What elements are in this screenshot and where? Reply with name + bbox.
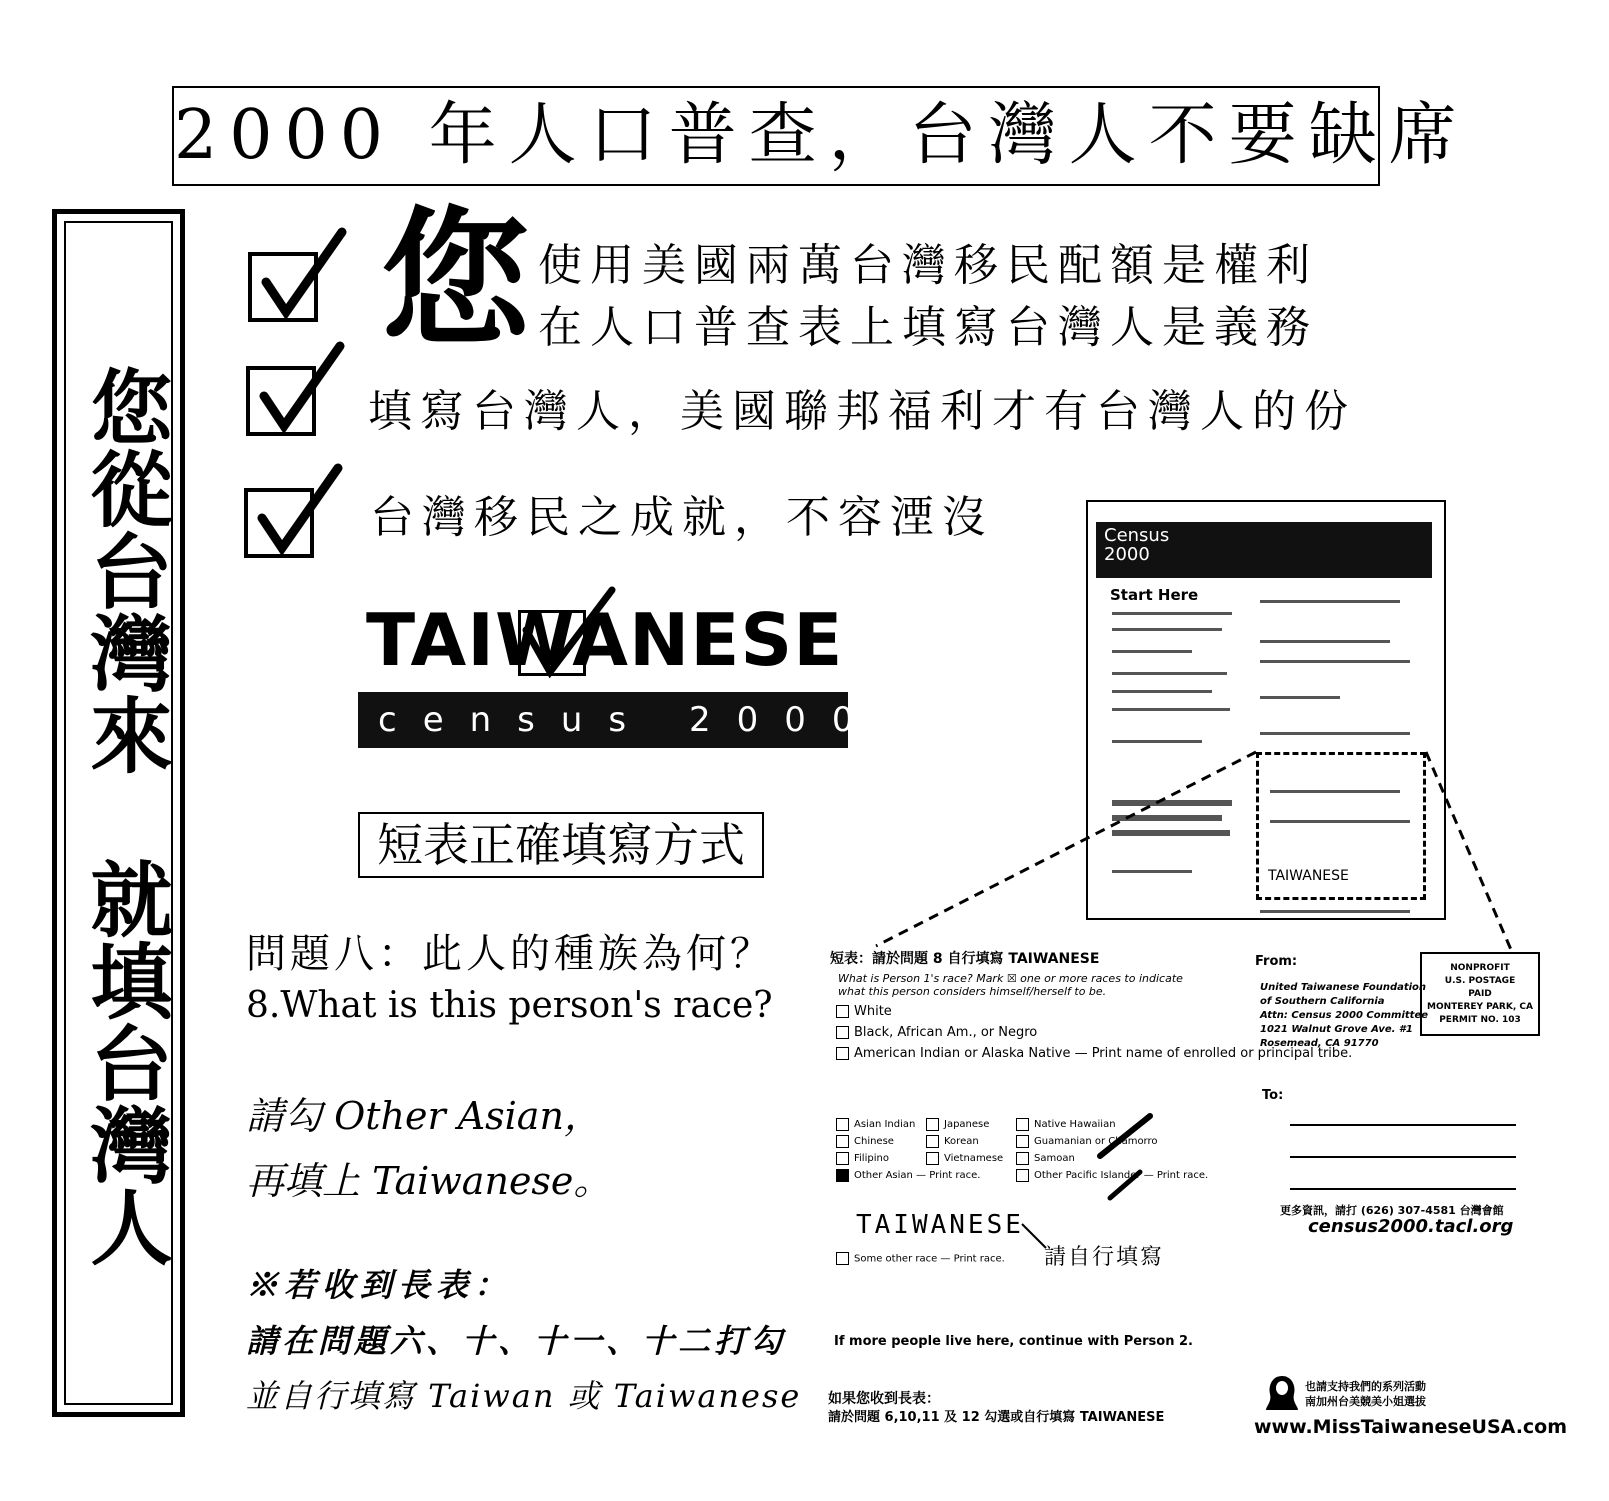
point-line-4: 台灣移民之成就，不容湮沒: [370, 492, 994, 543]
race-option[interactable]: Asian Indian: [836, 1116, 980, 1133]
checkbox-3-icon: [244, 488, 314, 558]
checkbox-icon[interactable]: [1016, 1135, 1029, 1148]
checkbox-icon[interactable]: [836, 1026, 849, 1039]
postage-line: MONTEREY PARK, CA: [1427, 1002, 1533, 1012]
zoom-taiwanese-label: TAIWANESE: [1268, 868, 1349, 884]
from-line: of Southern California: [1260, 996, 1385, 1007]
some-other-race-option[interactable]: Some other race — Print race.: [836, 1252, 1005, 1265]
logo-check-mark-icon: [520, 586, 620, 686]
race-option[interactable]: Samoan: [1016, 1150, 1208, 1167]
checkbox-icon[interactable]: [836, 1252, 849, 1265]
census-2000-bar: census 2000: [358, 692, 848, 748]
to-label: To:: [1262, 1088, 1284, 1103]
race-question: What is Person 1's race? Mark ☒ one or more races to indicate what this person considers himself/herself to be.: [838, 972, 1183, 998]
checkbox-icon[interactable]: [1016, 1118, 1029, 1131]
race-option[interactable]: Filipino: [836, 1150, 980, 1167]
from-line: Rosemead, CA 91770: [1260, 1038, 1379, 1049]
postage-stamp: [1420, 952, 1540, 1036]
pageant-url[interactable]: www.MissTaiwaneseUSA.com: [1254, 1416, 1568, 1438]
self-fill-note: 請自行填寫: [1044, 1245, 1165, 1270]
page-title: 2000 年人口普查，台灣人不要缺席: [174, 96, 1469, 175]
checkbox-2-icon: [246, 366, 316, 436]
checkbox-icon[interactable]: [836, 1047, 849, 1060]
long-form-heading: 如果您收到長表：: [828, 1391, 940, 1407]
long-form-note-heading: ※若收到長表：: [246, 1266, 513, 1304]
postage-line: PERMIT NO. 103: [1439, 1015, 1521, 1025]
checkbox-icon[interactable]: [926, 1118, 939, 1131]
race-option[interactable]: Guamanian or Chamorro: [1016, 1133, 1208, 1150]
more-people-note: If more people live here, continue with Person 2.: [834, 1334, 1193, 1349]
short-form-label: 短表正確填寫方式: [358, 812, 764, 878]
from-line: United Taiwanese Foundation: [1260, 982, 1427, 993]
race-option[interactable]: American Indian or Alaska Native — Print name of enrolled or principal tribe.: [836, 1046, 1352, 1061]
checkbox-icon[interactable]: [1016, 1169, 1029, 1182]
check-mark-icon: [248, 220, 358, 330]
taiwanese-logo-word: TAIWANESE: [366, 598, 844, 682]
address-line: [1290, 1124, 1516, 1126]
check-mark-icon: [246, 334, 356, 444]
long-form-note-line-1: 請在問題六、十、十一、十二打勾: [246, 1322, 787, 1360]
checkbox-1-icon: [248, 252, 318, 322]
race-option[interactable]: White: [836, 1004, 1352, 1019]
checkbox-icon[interactable]: [836, 1135, 849, 1148]
point-line-2: 在人口普查表上填寫台灣人是義務: [538, 302, 1318, 353]
website-link[interactable]: census2000.tacl.org: [1308, 1216, 1514, 1237]
start-here-label: Start Here: [1110, 586, 1199, 604]
from-line: 1021 Walnut Grove Ave. #1: [1260, 1024, 1413, 1035]
race-option[interactable]: Chinese: [836, 1133, 980, 1150]
checked-checkbox-icon[interactable]: [836, 1169, 849, 1182]
from-label: From:: [1255, 954, 1298, 969]
race-option[interactable]: Black, African Am., or Negro: [836, 1025, 1352, 1040]
postage-line: U.S. POSTAGE: [1444, 976, 1516, 986]
race-option[interactable]: Vietnamese: [926, 1150, 1003, 1167]
pageant-logo-icon: [1262, 1372, 1302, 1412]
race-option-other-asian[interactable]: Other Asian — Print race.: [836, 1167, 980, 1184]
long-form-line: 請於問題 6,10,11 及 12 勾選或自行填寫 TAIWANESE: [828, 1410, 1165, 1425]
question-8-english: 8.What is this person's race?: [246, 985, 773, 1026]
census-logo-line-1: Census: [1104, 525, 1170, 546]
point-line-1: 使用美國兩萬台灣移民配額是權利: [538, 240, 1318, 291]
checkbox-icon[interactable]: [926, 1152, 939, 1165]
race-option[interactable]: Other Pacific Islander — Print race.: [1016, 1167, 1208, 1184]
census-logo: [1104, 526, 1169, 564]
vertical-banner-text: 您從台灣來 就填台灣人: [77, 365, 172, 1267]
pen-strokes-icon: [1090, 1112, 1160, 1202]
checkbox-icon[interactable]: [1016, 1152, 1029, 1165]
race-option[interactable]: Native Hawaiian: [1016, 1116, 1208, 1133]
instruction-line-1: 請勾 Other Asian，: [246, 1094, 602, 1138]
checkbox-icon[interactable]: [926, 1135, 939, 1148]
address-line: [1290, 1188, 1516, 1190]
census-logo-line-2: 2000: [1104, 544, 1150, 565]
pageant-line-1: 也請支持我們的系列活動: [1305, 1380, 1426, 1393]
from-line: Attn: Census 2000 Committee: [1260, 1010, 1429, 1021]
checkbox-icon[interactable]: [836, 1152, 849, 1165]
long-form-note-line-2: 並自行填寫 Taiwan 或 Taiwanese: [246, 1377, 802, 1415]
checkbox-icon[interactable]: [836, 1118, 849, 1131]
address-line: [1290, 1156, 1516, 1158]
checkbox-icon[interactable]: [836, 1005, 849, 1018]
question-8-chinese: 問題八：此人的種族為何？: [246, 931, 774, 977]
pageant-line-2: 南加州台美競美小姐選拔: [1305, 1395, 1426, 1408]
race-option[interactable]: Korean: [926, 1133, 1003, 1150]
check-mark-icon: [244, 456, 354, 566]
contact-info: 更多資訊，請打 (626) 307-4581 台灣會館: [1280, 1204, 1504, 1217]
postage-line: NONPROFIT: [1450, 963, 1510, 973]
handwritten-taiwanese: TAIWANESE: [856, 1210, 1024, 1240]
race-option[interactable]: Japanese: [926, 1116, 1003, 1133]
short-form-title: 短表：請於問題 8 自行填寫 TAIWANESE: [830, 951, 1100, 967]
asian-column-2: [926, 1116, 1003, 1167]
point-line-3: 填寫台灣人，美國聯邦福利才有台灣人的份: [368, 386, 1356, 437]
big-character: 您: [380, 192, 531, 368]
postage-line: PAID: [1468, 989, 1492, 999]
instruction-line-2: 再填上 Taiwanese。: [246, 1159, 612, 1203]
